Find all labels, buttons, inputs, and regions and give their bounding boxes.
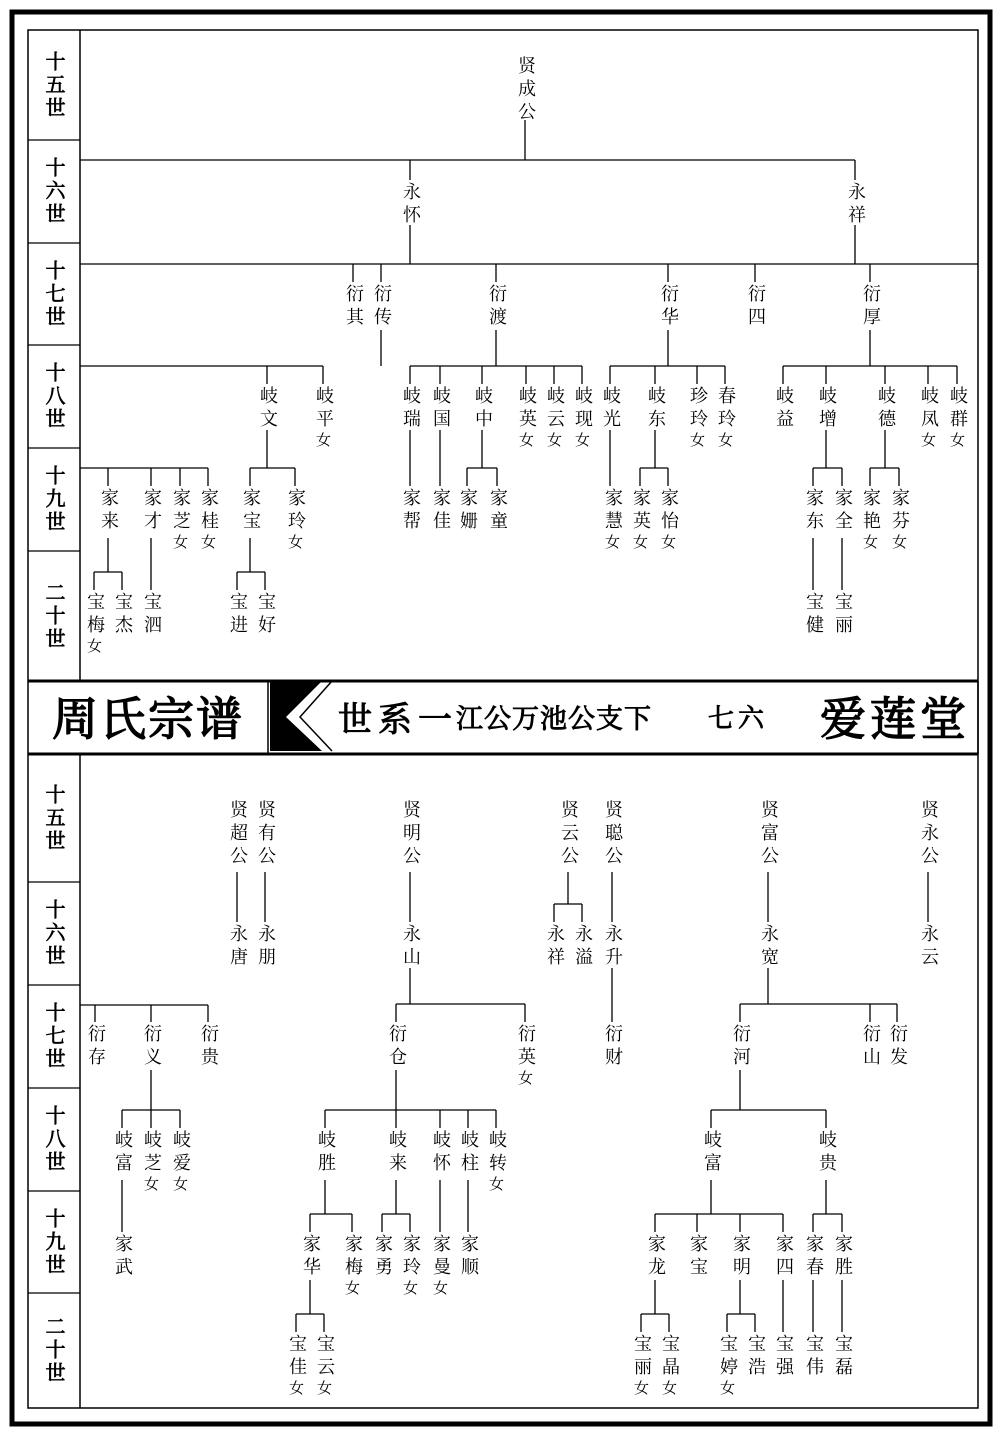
name-text: 衍河 [730, 1024, 751, 1070]
person-name [431, 386, 449, 432]
female-marker: 女 [315, 1380, 333, 1400]
name-text: 家梅 [342, 1234, 363, 1280]
name-text: 岐芝 [141, 1130, 162, 1176]
person-name [688, 1234, 706, 1280]
female-marker: 女 [487, 1176, 505, 1196]
person-name [603, 924, 621, 970]
female-marker: 女 [431, 1280, 449, 1300]
person-name [804, 592, 822, 638]
female-marker: 女 [401, 1280, 419, 1300]
person-name [387, 1130, 405, 1176]
female-marker: 女 [716, 432, 734, 452]
name-text: 岐文 [257, 386, 278, 432]
female-marker: 女 [632, 1380, 650, 1400]
page-number: 七六 [708, 703, 769, 734]
name-text: 岐益 [773, 386, 794, 432]
person-name [228, 924, 246, 970]
name-text: 家武 [112, 1234, 133, 1280]
name-text: 家艳 [860, 488, 881, 534]
generation-label: 十八世 [42, 1105, 66, 1174]
name-text: 宝云 [314, 1334, 335, 1380]
name-text: 永唐 [227, 924, 248, 970]
generation-label: 十五世 [42, 783, 66, 853]
name-text: 家东 [803, 488, 824, 534]
female-marker: 女 [890, 534, 908, 554]
name-text: 家怡 [658, 488, 679, 534]
person-name [287, 1334, 305, 1400]
name-text: 永祥 [544, 924, 565, 970]
person-name [646, 386, 664, 432]
person-name [372, 284, 390, 330]
name-text: 岐来 [386, 1130, 407, 1176]
name-text: 家春 [803, 1234, 824, 1280]
female-marker: 女 [314, 432, 332, 452]
female-marker: 女 [631, 534, 649, 554]
female-marker: 女 [660, 1380, 678, 1400]
name-text: 岐英 [516, 386, 537, 432]
name-text: 宝佳 [286, 1334, 307, 1380]
person-name [401, 924, 419, 970]
person-name [759, 924, 777, 970]
person-name [731, 1234, 749, 1280]
person-name [774, 1334, 792, 1380]
name-text: 永宽 [758, 924, 779, 970]
name-text: 衍仓 [386, 1024, 407, 1070]
name-text: 家四 [773, 1234, 794, 1280]
person-name [716, 386, 734, 452]
person-name [888, 1024, 906, 1070]
generation-label: 二十世 [42, 581, 66, 651]
person-name [256, 924, 274, 970]
generation-label: 二十世 [42, 1316, 66, 1385]
name-text: 永祥 [845, 182, 866, 228]
name-text: 岐中 [472, 386, 493, 432]
person-name [774, 386, 792, 432]
female-marker: 女 [171, 1176, 189, 1196]
name-text: 宝好 [255, 592, 276, 638]
person-name [171, 1130, 189, 1196]
generation-label: 十七世 [42, 1002, 66, 1071]
name-text: 岐云 [544, 386, 565, 432]
name-text: 家顺 [458, 1234, 479, 1280]
person-name [401, 182, 419, 228]
person-name [488, 488, 506, 534]
name-text: 宝梅 [84, 592, 105, 638]
female-marker: 女 [861, 534, 879, 554]
name-text: 衍贵 [198, 1024, 219, 1070]
name-text: 衍财 [602, 1024, 623, 1070]
name-text: 宝进 [227, 592, 248, 638]
person-name [99, 488, 117, 534]
person-name [603, 488, 621, 554]
person-name [688, 386, 706, 452]
person-name [431, 1130, 449, 1176]
name-text: 贤有公 [255, 800, 276, 869]
person-name [199, 488, 217, 554]
person-name [601, 386, 619, 432]
name-text: 家胜 [832, 1234, 853, 1280]
generation-label: 十七世 [42, 259, 66, 329]
person-name [387, 1024, 405, 1070]
person-name [516, 1024, 534, 1090]
person-name [659, 284, 677, 330]
person-name [401, 488, 419, 534]
name-text: 岐爱 [170, 1130, 191, 1176]
name-text: 岐富 [112, 1130, 133, 1176]
female-marker: 女 [171, 534, 189, 554]
person-name [919, 924, 937, 970]
name-text: 永升 [602, 924, 623, 970]
person-name [804, 1234, 822, 1280]
person-name [142, 592, 160, 638]
name-text: 岐德 [875, 386, 896, 432]
person-name [833, 1234, 851, 1280]
female-marker: 女 [517, 432, 535, 452]
generation-label: 十五世 [42, 50, 66, 120]
name-text: 衍四 [745, 284, 766, 330]
name-text: 岐怀 [430, 1130, 451, 1176]
female-marker: 女 [199, 534, 217, 554]
name-text: 贤永公 [918, 800, 939, 869]
banner-arrow-mark [270, 681, 322, 751]
person-name [314, 386, 332, 452]
generation-label: 十六世 [42, 899, 66, 968]
person-name [559, 800, 577, 869]
branch-title: 江公万池公支下 [456, 703, 652, 735]
person-name [746, 284, 764, 330]
person-name [473, 386, 491, 432]
person-name [545, 924, 563, 970]
name-text: 贤富公 [758, 800, 779, 869]
name-text: 家桂 [198, 488, 219, 534]
person-name [316, 1130, 334, 1176]
female-marker: 女 [603, 534, 621, 554]
name-text: 宝杰 [112, 592, 133, 638]
person-name [890, 488, 908, 554]
person-name [861, 284, 879, 330]
person-name [516, 56, 534, 125]
name-text: 岐平 [313, 386, 334, 432]
female-marker: 女 [142, 1176, 160, 1196]
person-name [603, 1024, 621, 1070]
person-name [746, 1334, 764, 1380]
person-name [199, 1024, 217, 1070]
name-text: 家来 [98, 488, 119, 534]
person-name [228, 800, 246, 869]
name-text: 家芝 [170, 488, 191, 534]
person-name [85, 592, 103, 658]
person-name [919, 386, 937, 452]
name-text: 贤成公 [515, 56, 536, 125]
person-name [459, 1130, 477, 1176]
person-name [373, 1234, 391, 1280]
name-text: 家玲 [285, 488, 306, 534]
name-text: 家佳 [430, 488, 451, 534]
name-text: 衍厚 [860, 284, 881, 330]
person-name [344, 284, 362, 330]
person-name [86, 1024, 104, 1070]
person-name [142, 1130, 160, 1196]
female-marker: 女 [919, 432, 937, 452]
name-text: 贤明公 [400, 800, 421, 869]
person-name [573, 386, 591, 452]
female-marker: 女 [343, 1280, 361, 1300]
name-text: 家曼 [430, 1234, 451, 1280]
person-name [659, 488, 677, 554]
name-text: 岐凤 [918, 386, 939, 432]
name-text: 家勇 [372, 1234, 393, 1280]
person-name [401, 800, 419, 869]
person-name [315, 1334, 333, 1400]
genealogy-title: 周氏宗谱 [52, 692, 244, 746]
name-text: 岐国 [430, 386, 451, 432]
name-text: 岐柱 [458, 1130, 479, 1176]
person-name [113, 1130, 131, 1176]
name-text: 宝强 [773, 1334, 794, 1380]
person-name [241, 488, 259, 534]
name-text: 衍英 [515, 1024, 536, 1070]
name-text: 家姗 [457, 488, 478, 534]
person-name [861, 488, 879, 554]
person-name [817, 386, 835, 432]
female-marker: 女 [85, 638, 103, 658]
person-name [948, 386, 966, 452]
person-name [171, 488, 189, 554]
name-text: 家明 [730, 1234, 751, 1280]
female-marker: 女 [688, 432, 706, 452]
name-text: 家帮 [400, 488, 421, 534]
name-text: 永云 [918, 924, 939, 970]
person-name [142, 1024, 160, 1070]
name-text: 永朋 [255, 924, 276, 970]
name-text: 岐瑞 [400, 386, 421, 432]
name-text: 衍义 [141, 1024, 162, 1070]
name-text: 岐胜 [315, 1130, 336, 1176]
name-text: 岐现 [572, 386, 593, 432]
person-name [459, 1234, 477, 1280]
person-name [113, 592, 131, 638]
person-name [228, 592, 246, 638]
person-name [833, 592, 851, 638]
person-name [545, 386, 563, 452]
name-text: 宝伟 [803, 1334, 824, 1380]
person-name [631, 488, 649, 554]
person-name [731, 1024, 749, 1070]
name-text: 珍玲 [687, 386, 708, 432]
person-name [846, 182, 864, 228]
name-text: 家宝 [687, 1234, 708, 1280]
name-text: 家英 [630, 488, 651, 534]
generation-label: 十八世 [42, 362, 66, 431]
name-text: 宝磊 [832, 1334, 853, 1380]
name-text: 衍传 [371, 284, 392, 330]
person-name [603, 800, 621, 869]
name-text: 岐增 [816, 386, 837, 432]
name-text: 岐光 [600, 386, 621, 432]
name-text: 家童 [487, 488, 508, 534]
name-text: 岐富 [701, 1130, 722, 1176]
name-text: 宝晶 [659, 1334, 680, 1380]
person-name [573, 924, 591, 970]
name-text: 贤聪公 [602, 800, 623, 869]
name-text: 家玲 [400, 1234, 421, 1280]
name-text: 贤云公 [558, 800, 579, 869]
name-text: 宝泗 [141, 592, 162, 638]
person-name [286, 488, 304, 554]
person-name [804, 1334, 822, 1380]
person-name [142, 488, 160, 534]
female-marker: 女 [718, 1380, 736, 1400]
person-name [833, 1334, 851, 1380]
hall-name: 爱莲堂 [820, 692, 970, 746]
generation-label: 十六世 [42, 157, 66, 226]
section-title: 世系一 [338, 699, 458, 740]
person-name [343, 1234, 361, 1300]
female-marker: 女 [545, 432, 563, 452]
person-name [401, 1234, 419, 1300]
person-name [458, 488, 476, 534]
generation-label: 十九世 [42, 465, 66, 534]
person-name [660, 1334, 678, 1400]
name-text: 家芬 [889, 488, 910, 534]
person-name [702, 1130, 720, 1176]
name-text: 宝健 [803, 592, 824, 638]
name-text: 衍渡 [486, 284, 507, 330]
person-name [401, 386, 419, 432]
female-marker: 女 [286, 534, 304, 554]
name-text: 宝丽 [832, 592, 853, 638]
person-name [256, 800, 274, 869]
person-name [431, 1234, 449, 1300]
female-marker: 女 [287, 1380, 305, 1400]
person-name [876, 386, 894, 432]
name-text: 贤超公 [227, 800, 248, 869]
person-name [301, 1234, 319, 1280]
person-name [517, 386, 535, 452]
person-name [718, 1334, 736, 1400]
person-name [487, 284, 505, 330]
name-text: 衍发 [887, 1024, 908, 1070]
name-text: 春玲 [715, 386, 736, 432]
person-name [258, 386, 276, 432]
person-name [833, 488, 851, 534]
person-name [861, 1024, 879, 1070]
person-name [431, 488, 449, 534]
name-text: 衍存 [85, 1024, 106, 1070]
person-name [817, 1130, 835, 1176]
name-text: 岐东 [645, 386, 666, 432]
person-name [632, 1334, 650, 1400]
person-name [646, 1234, 664, 1280]
female-marker: 女 [573, 432, 591, 452]
person-name [487, 1130, 505, 1196]
name-text: 衍华 [658, 284, 679, 330]
name-text: 家宝 [240, 488, 261, 534]
name-text: 岐群 [947, 386, 968, 432]
name-text: 宝浩 [745, 1334, 766, 1380]
generation-label: 十九世 [42, 1207, 66, 1277]
female-marker: 女 [659, 534, 677, 554]
name-text: 岐贵 [816, 1130, 837, 1176]
name-text: 岐转 [486, 1130, 507, 1176]
name-text: 衍其 [343, 284, 364, 330]
person-name [759, 800, 777, 869]
name-text: 家慧 [602, 488, 623, 534]
name-text: 家龙 [645, 1234, 666, 1280]
name-text: 永溢 [572, 924, 593, 970]
name-text: 宝丽 [631, 1334, 652, 1380]
name-text: 家全 [832, 488, 853, 534]
person-name [256, 592, 274, 638]
name-text: 永怀 [400, 182, 421, 228]
name-text: 家华 [300, 1234, 321, 1280]
name-text: 家才 [141, 488, 162, 534]
person-name [113, 1234, 131, 1280]
person-name [919, 800, 937, 869]
female-marker: 女 [948, 432, 966, 452]
name-text: 衍山 [860, 1024, 881, 1070]
name-text: 宝婷 [717, 1334, 738, 1380]
person-name [804, 488, 822, 534]
person-name [774, 1234, 792, 1280]
female-marker: 女 [516, 1070, 534, 1090]
name-text: 永山 [400, 924, 421, 970]
